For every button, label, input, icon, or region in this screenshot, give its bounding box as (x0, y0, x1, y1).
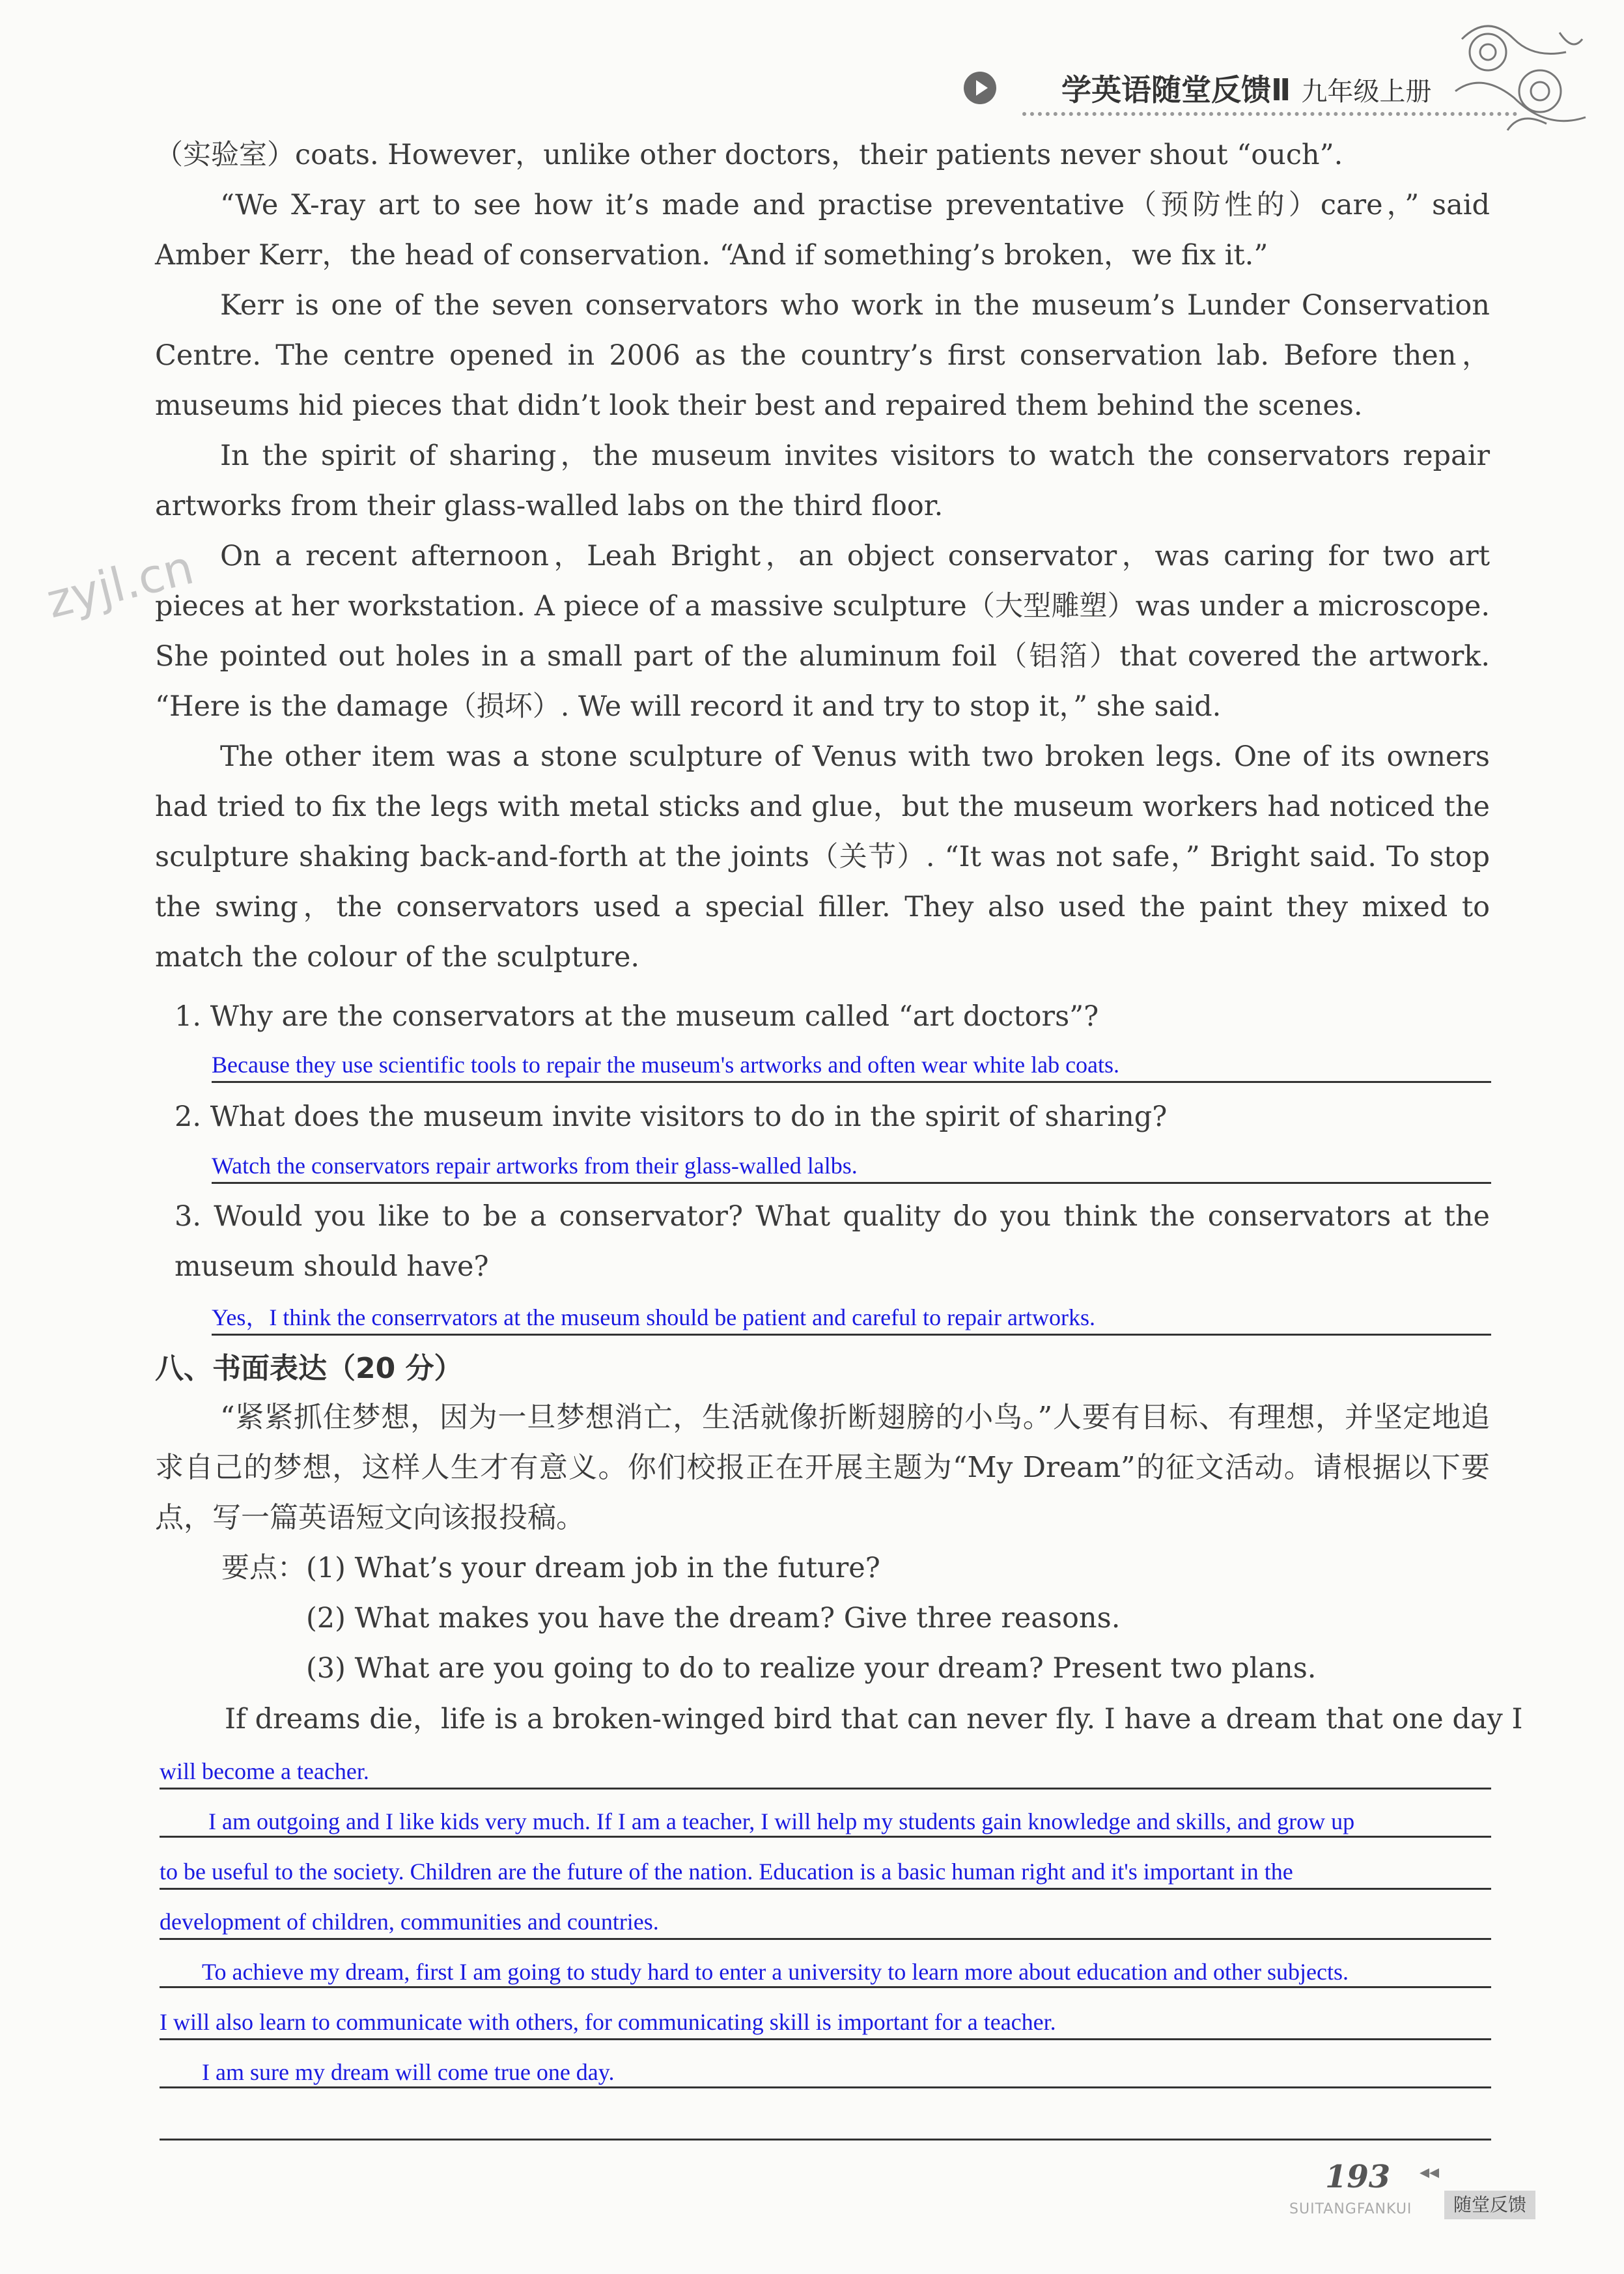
passage-paragraph: Kerr is one of the seven conservators who work in the museum’s Lunder Conservation Centre. The centre opened in 2006 as the country’s first conservation lab. Before then，museums hid pieces that didn’t look their best and repaired them behind the scenes. (155, 289, 1490, 422)
answer-field-1[interactable]: Because they use scientific tools to repair the museum's artworks and often wear white lab coats. (212, 1035, 1491, 1083)
essay-line[interactable]: I am sure my dream will come true one day. (160, 2043, 1491, 2088)
reading-passage (155, 130, 1490, 983)
page-number: 193 (1325, 2159, 1391, 2195)
answer-field-2[interactable]: Watch the conservators repair artworks from their glass-walled lalbs. (212, 1136, 1491, 1184)
answer-field-3[interactable]: Yes，I think the conserrvators at the museum should be patient and careful to repair artworks. (212, 1288, 1491, 1336)
essay-line[interactable]: will become a teacher. (160, 1742, 1491, 1790)
footer-series-name: SUITANGFANKUI (1289, 2201, 1412, 2217)
points-label: 要点： (221, 1552, 305, 1584)
essay-starter: If dreams die，life is a broken-winged bird that can never fly. I have a dream that one day I (225, 1703, 1523, 1735)
passage-paragraph: “We X-ray art to see how it’s made and practise preventative（预防性的）care，” said Amber Kerr，the head of conservation. “And if something’s broken，we fix it.” (155, 189, 1490, 272)
passage-paragraph: On a recent afternoon，Leah Bright，an object conservator，was caring for two art pieces at her workstation. A piece of a massive sculpture（大型雕塑）was under a microscope. She pointed out holes in a small part of the aluminum foil（铝箔）that covered the artwork. “Here is the damage（损坏）. We will record it and try to stop it，” she said. (155, 540, 1490, 723)
passage-paragraph: （实验室）coats. However，unlike other doctors，their patients never shout “ouch”. (155, 139, 1343, 171)
essay-line[interactable]: I will also learn to communicate with others, for communicating skill is important for a teacher. (160, 1993, 1491, 2040)
essay-line[interactable]: development of children, communities and countries. (160, 1892, 1491, 1940)
essay-line[interactable] (160, 2093, 1491, 2141)
section-title: 八、书面表达（20 分） (155, 1352, 463, 1385)
book-subtitle: 九年级上册 (1301, 77, 1432, 107)
passage-paragraph: In the spirit of sharing，the museum invites visitors to watch the conservators repair artworks from their glass-walled labs on the third floor. (155, 440, 1490, 522)
double-arrow-icon: ◂◂ (1420, 2161, 1440, 2183)
footer-badge: 随堂反馈 (1444, 2191, 1535, 2219)
play-icon (964, 72, 996, 104)
writing-prompt: “紧紧抓住梦想，因为一旦梦想消亡，生活就像折断翅膀的小鸟。”人要有目标、有理想，并坚定地追求自己的梦想，这样人生才有意义。你们校报正在开展主题为“My Dream”的征文活动。请根据以下要点，写一篇英语短文向该报投稿。 (155, 1401, 1490, 1534)
point-item: (3) What are you going to do to realize your dream? Present two plans. (306, 1652, 1317, 1685)
question-1: 1. Why are the conservators at the museum called “art doctors”? (175, 1000, 1099, 1033)
book-title: 学英语随堂反馈Ⅱ 九年级上册 (1061, 72, 1432, 107)
point-item: (1) What’s your dream job in the future? (306, 1552, 880, 1584)
question-2: 2. What does the museum invite visitors to do in the spirit of sharing? (175, 1101, 1168, 1133)
point-item: (2) What makes you have the dream? Give three reasons. (306, 1602, 1121, 1635)
essay-line[interactable]: To achieve my dream, first I am going to study hard to enter a university to learn more about education and other subjects. (160, 1943, 1491, 1988)
flower-decoration-icon (1442, 13, 1592, 150)
question-3: 3. Would you like to be a conservator? What quality do you think the conservators at the museum should have? (175, 1200, 1490, 1283)
essay-line[interactable]: I am outgoing and I like kids very much. If I am a teacher, I will help my students gain knowledge and skills, and grow up (160, 1792, 1491, 1838)
passage-paragraph: The other item was a stone sculpture of Venus with two broken legs. One of its owners had tried to fix the legs with metal sticks and glue，but the museum workers had noticed the sculpture shaking back-and-forth at the joints（关节）. “It was not safe，” Bright said. To stop the swing，the conservators used a special filler. They also used the paint they mixed to match the colour of the sculpture. (155, 740, 1490, 974)
essay-line[interactable]: to be useful to the society. Children are the future of the nation. Education is a basic human right and it's important in the (160, 1842, 1491, 1890)
watermark: zyjl.cn (41, 539, 199, 629)
